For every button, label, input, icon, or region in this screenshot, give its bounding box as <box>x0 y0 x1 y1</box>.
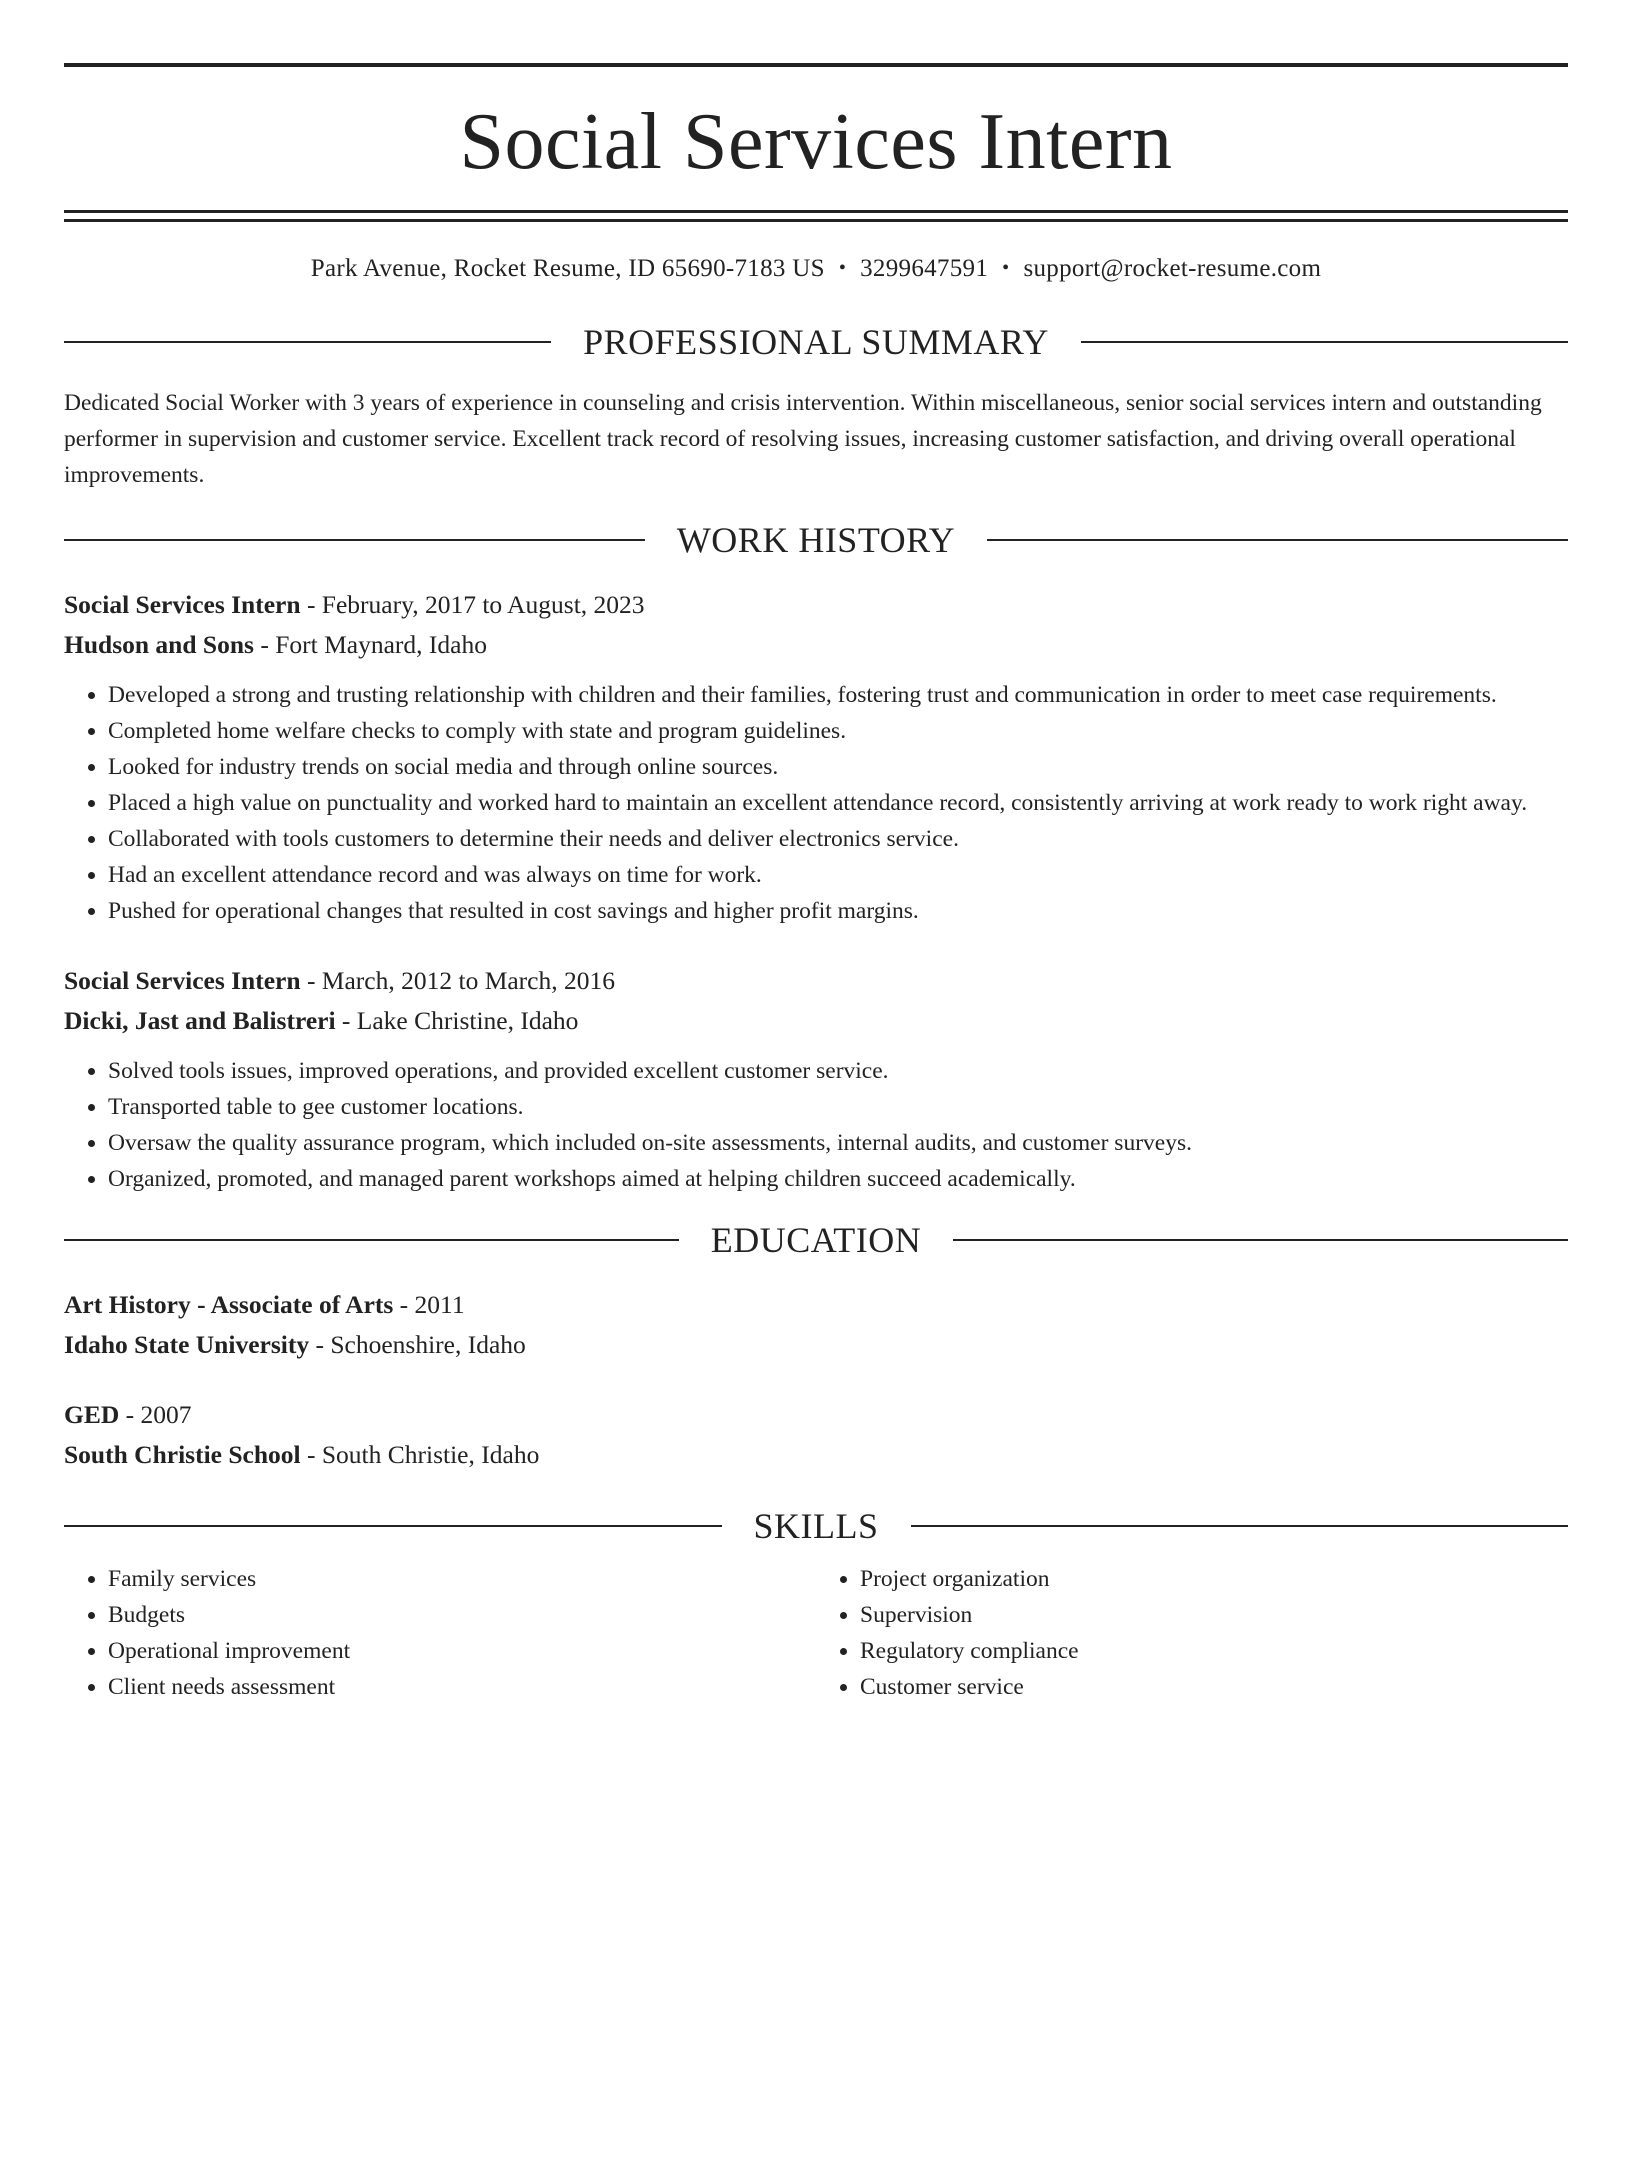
section-heading-summary <box>64 321 1568 363</box>
contact-line <box>64 255 1568 283</box>
job-bullet: • Solved tools issues, improved operations, and provided excellent customer service. <box>108 1053 1568 1089</box>
job-dates: - February, 2017 to August, 2023 <box>300 590 645 619</box>
summary-text: Dedicated Social Worker with 3 years of experience in counseling and crisis intervention. Within miscellaneous, senior social services intern and outstanding performer in supervision and customer service. Excellent track record of resolving issues, increasing customer satisfaction, and driving overall operational improvements. <box>64 390 1542 488</box>
skills-list-right <box>816 1561 1568 1705</box>
skills-grid <box>64 1561 1568 1705</box>
job-location: - Lake Christine, Idaho <box>335 1006 579 1035</box>
skill-item: • Project organization <box>860 1561 1568 1597</box>
job-location: - Fort Maynard, Idaho <box>253 630 487 659</box>
job-company-line <box>64 1001 1568 1041</box>
education-location: - South Christie, Idaho <box>300 1440 540 1469</box>
top-rule <box>64 63 1568 67</box>
section-heading-education <box>64 1219 1568 1261</box>
job-bullet: • Placed a high value on punctuality and worked hard to maintain an excellent attendance record, consistently arriving at work ready to work right away. <box>108 785 1568 821</box>
contact-separator: • <box>838 257 847 279</box>
education-degree-line <box>64 1395 1568 1435</box>
job-title-line <box>64 961 1568 1001</box>
skills-list-left <box>64 1561 816 1705</box>
section-heading-work <box>64 519 1568 561</box>
job-bullet: • Organized, promoted, and managed parent workshops aimed at helping children succeed academically. <box>108 1161 1568 1197</box>
education-school: Idaho State University <box>64 1330 310 1359</box>
resume-page <box>0 63 1632 2175</box>
skill-item: • Customer service <box>860 1669 1568 1705</box>
job-bullets <box>64 1053 1568 1197</box>
education-entry <box>64 1395 1568 1475</box>
section-heading-label: WORK HISTORY <box>676 520 956 560</box>
section-heading-skills <box>64 1505 1568 1547</box>
section-heading-label: SKILLS <box>753 1506 879 1546</box>
education-degree: Art History - Associate of Arts <box>64 1290 394 1319</box>
education-location: - Schoenshire, Idaho <box>309 1330 526 1359</box>
job-bullet: • Pushed for operational changes that resulted in cost savings and higher profit margins. <box>108 893 1568 929</box>
skill-item: • Operational improvement <box>108 1633 816 1669</box>
education-school-line <box>64 1325 1568 1365</box>
education-entry <box>64 1285 1568 1365</box>
job-title: Social Services Intern <box>64 590 301 619</box>
job-company: Hudson and Sons <box>64 630 254 659</box>
education-degree: GED <box>64 1400 120 1429</box>
double-rule <box>64 210 1568 222</box>
section-heading-label: PROFESSIONAL SUMMARY <box>583 322 1049 362</box>
job-bullets <box>64 677 1568 929</box>
education-school-line <box>64 1435 1568 1475</box>
job-entry <box>64 961 1568 1197</box>
section-heading-label: EDUCATION <box>710 1220 922 1260</box>
contact-address: Park Avenue, Rocket Resume, ID 65690-7183 US <box>310 255 825 282</box>
education-year: - 2011 <box>393 1290 465 1319</box>
job-bullet: • Developed a strong and trusting relationship with children and their families, fostering trust and communication in order to meet case requirements. <box>108 677 1568 713</box>
job-bullet: • Oversaw the quality assurance program, which included on-site assessments, internal audits, and customer surveys. <box>108 1125 1568 1161</box>
education-school: South Christie School <box>64 1440 301 1469</box>
job-company: Dicki, Jast and Balistreri <box>64 1006 336 1035</box>
contact-phone: 3299647591 <box>860 255 989 282</box>
contact-separator: • <box>1002 257 1010 279</box>
job-title-line <box>64 585 1568 625</box>
skill-item: • Client needs assessment <box>108 1669 816 1705</box>
skill-item: • Budgets <box>108 1597 816 1633</box>
job-entry <box>64 585 1568 929</box>
job-bullet: • Had an excellent attendance record and was always on time for work. <box>108 857 1568 893</box>
education-year: - 2007 <box>119 1400 192 1429</box>
job-dates: - March, 2012 to March, 2016 <box>300 966 615 995</box>
skill-item: • Supervision <box>860 1597 1568 1633</box>
skill-item: • Regulatory compliance <box>860 1633 1568 1669</box>
job-title: Social Services Intern <box>64 966 301 995</box>
education-degree-line <box>64 1285 1568 1325</box>
job-company-line <box>64 625 1568 665</box>
resume-title: Social Services Intern <box>459 98 1173 186</box>
job-bullet: • Completed home welfare checks to comply with state and program guidelines. <box>108 713 1568 749</box>
skill-item: • Family services <box>108 1561 816 1597</box>
job-bullet: • Transported table to gee customer locations. <box>108 1089 1568 1125</box>
job-bullet: • Collaborated with tools customers to determine their needs and deliver electronics service. <box>108 821 1568 857</box>
job-bullet: • Looked for industry trends on social media and through online sources. <box>108 749 1568 785</box>
contact-email: support@rocket-resume.com <box>1023 255 1322 282</box>
